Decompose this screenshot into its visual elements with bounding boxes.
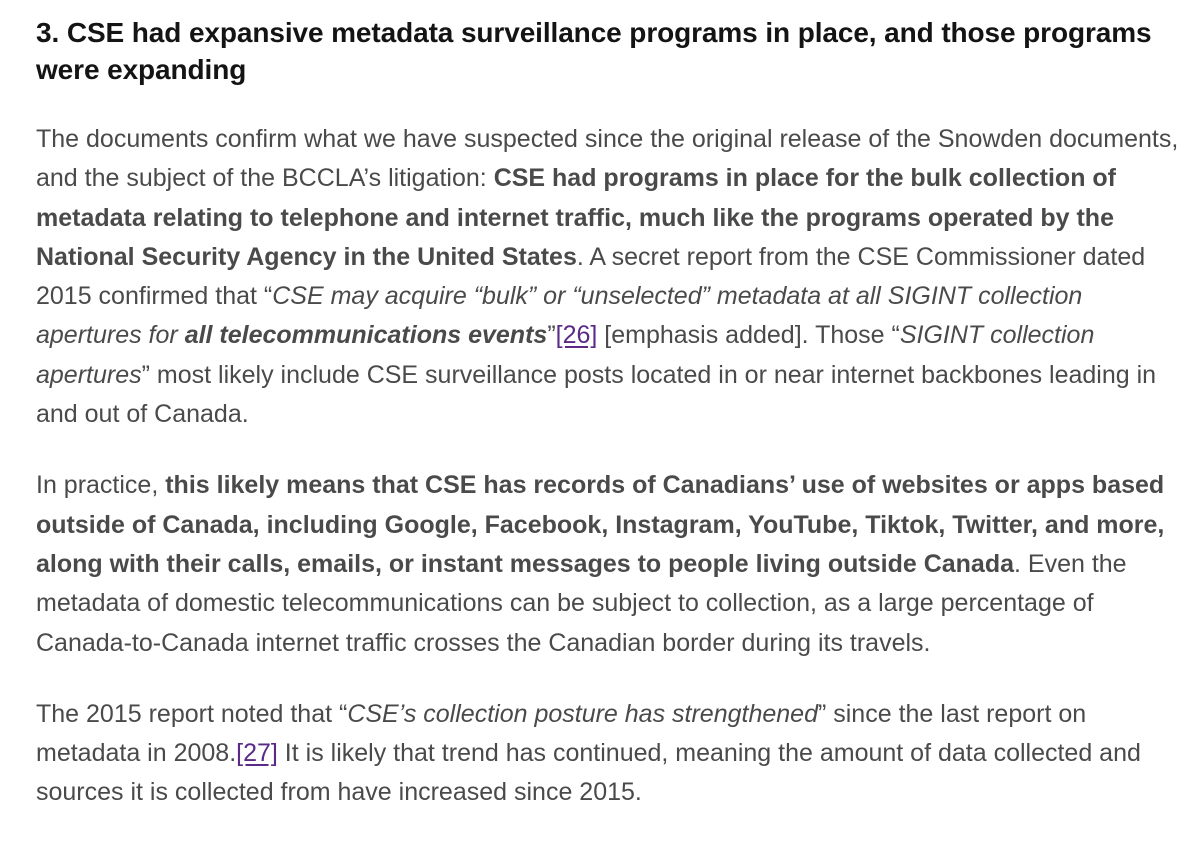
p1-text: . A secret report from the CSE Commissioner dated 2015 confirmed that “ (36, 242, 1146, 311)
p2-text: . Even the metadata of domestic telecommunications can be subject to collection, as a large percentage of Canada-to-Canada internet traffic crosses the Canadian border during its travels. (36, 549, 1127, 657)
p1-text: ” most likely include CSE surveillance posts located in or near internet backbones leading in and out of Canada. (36, 360, 1157, 429)
p1-text: ” (547, 321, 556, 350)
p1-bold-claim: CSE had programs in place for the bulk collection of metadata relating to telephone and internet traffic, much like the programs operated by the National Security Agency in the United States (36, 164, 1117, 271)
p1-text: The documents confirm what we have suspected since the original release of the Snowden documents, and the subject of the BCCLA’s litigation: (36, 125, 1179, 193)
p1-text: [emphasis added]. Those “ (597, 321, 900, 350)
paragraph-3 (36, 695, 1180, 813)
footnote-link-27[interactable]: [27] (236, 739, 278, 768)
p1-quote-emphasis (185, 321, 548, 349)
p1-quote: CSE may acquire “bulk” or “unselected” metadata at all SIGINT collection apertures for (36, 282, 1083, 350)
paragraph-1 (36, 120, 1180, 434)
p3-text: The 2015 report noted that “ (36, 699, 348, 728)
footnote-link-26[interactable]: [26] (555, 321, 598, 350)
section-heading: 3. CSE had expansive metadata surveillance programs in place, and those programs were expanding (36, 17, 1152, 85)
p1-italic-term: SIGINT collection apertures (36, 321, 1095, 389)
p2-bold-claim: this likely means that CSE has records of Canadians’ use of websites or apps based outside of Canada, including Google, Facebook, Instagram, YouTube, Tiktok, Twitter, and more, along with their calls, emails, or instant messages to people living outside Canada (36, 471, 1165, 578)
paragraph-2 (36, 466, 1180, 662)
p3-text: ” since the last report on metadata in 2008. (36, 699, 1087, 768)
p2-text: In practice, (36, 471, 166, 500)
p3-text: It is likely that trend has continued, meaning the amount of data collected and sources it is collected from have increased since 2015. (36, 739, 1141, 807)
p3-quote: CSE’s collection posture has strengthened (347, 699, 818, 728)
p1-quote-emphasis-text: all telecommunications events (184, 321, 548, 350)
